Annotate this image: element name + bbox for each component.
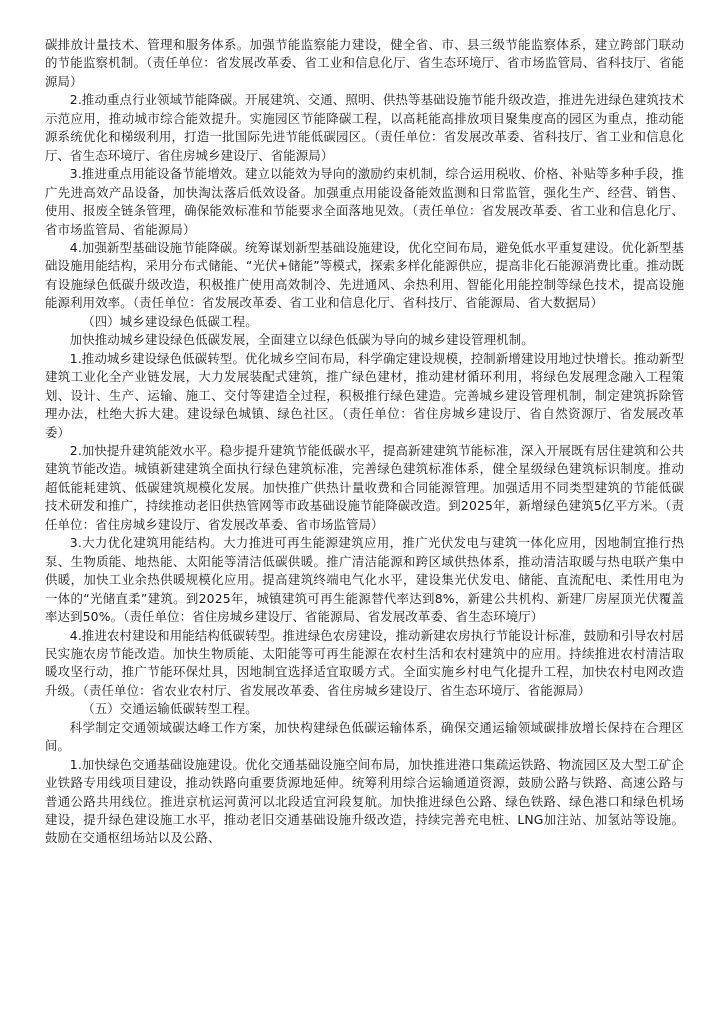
paragraph-building-energy-structure: 3.大力优化建筑用能结构。大力推进可再生能源建筑应用，推广光伏发电与建筑一体化应用，因地制宜推行热泵、生物质能、地热能、太阳能等清洁低碳供暖。推广清洁能源和跨区域供热体系，推动清洁取暖与热电联产集中供暖，加快工业余热供暖规模化应用。提高建筑终端电气化水平，建设集光伏发电、储能、直流配电、柔性用电为一体的“光储直柔”建筑。到2025年，城镇建筑可再生能源替代率达到8%，新建公共机构、新建厂房屋顶光伏覆盖率达到50%。（责任单位：省住房城乡建设厅、省能源局、省发展改革委、省生态环境厅） [45, 535, 684, 625]
paragraph-urban-rural-intro: 加快推动城乡建设绿色低碳发展，全面建立以绿色低碳为导向的城乡建设管理机制。 [69, 332, 534, 348]
section-heading-urban-rural: （四）城乡建设绿色低碳工程。 [82, 313, 258, 329]
paragraph-key-sectors: 2.推动重点行业领域节能降碳。开展建筑、交通、照明、供热等基础设施节能升级改造，推进先进绿色建筑技术示范应用，推动城市综合能效提升。实施园区节能降碳工程，以高耗能高排放项目聚集度高的园区为重点，推动能源系统优化和梯级利用，打造一批国际先进节能低碳园区。（责任单位：省发展改革委、省科技厅、省工业和信息化厅、省生态环境厅、省住房城乡建设厅、省能源局） [45, 92, 684, 163]
paragraph-energy-monitoring: 碳排放计量技术、管理和服务体系。加强节能监察能力建设，健全省、市、县三级节能监察体系，建立跨部门联动的节能监察机制。（责任单位：省发展改革委、省工业和信息化厅、省生态环境厅、省市场监管局、省科技厅、省能源局） [45, 37, 684, 89]
paragraph-key-equipment: 3.推进重点用能设备节能增效。建立以能效为导向的激励约束机制，综合运用税收、价格、补贴等多种手段，推广先进高效产品设备，加快淘汰落后低效设备。加强重点用能设备能效监测和日常监管，强化生产、经营、销售、使用、报废全链条管理，确保能效标准和节能要求全面落地见效。（责任单位：省发展改革委、省工业和信息化厅、省市场监管局、省能源局） [45, 166, 684, 237]
paragraph-green-transport-infrastructure: 1.加快绿色交通基础设施建设。优化交通基础设施空间布局，加快推进港口集疏运铁路、物流园区及大型工矿企业铁路专用线项目建设，推动铁路向重要货源地延伸。统筹利用综合运输通道资源，鼓励公路与铁路、高速公路与普通公路共用线位。推进京杭运河黄河以北段适宜河段复航。加快推进绿色公路、绿色铁路、绿色港口和绿色机场建设，提升绿色建设施工水平，推动老旧交通基础设施升级改造，持续完善充电桩、LNG加注站、加氢站等设施。鼓励在交通枢纽场站以及公路、 [45, 756, 684, 846]
paragraph-building-efficiency: 2.加快提升建筑能效水平。稳步提升建筑节能低碳水平，提高新建建筑节能标准，深入开展既有居住建筑和公共建筑节能改造。城镇新建建筑全面执行绿色建筑标准，完善绿色建筑标准体系，健全星级绿色建筑标识制度。推动超低能耗建筑、低碳建筑规模化发展。加快推广供热计量收费和合同能源管理。加强适用不同类型建筑的节能低碳技术研发和推广，持续推动老旧供热管网等市政基础设施节能降碳改造。到2025年，新增绿色建筑5亿平方米。（责任单位：省住房城乡建设厅、省发展改革委、省市场监管局） [45, 442, 684, 532]
paragraph-new-infrastructure: 4.加强新型基础设施节能降碳。统筹谋划新型基础设施建设，优化空间布局，避免低水平重复建设。优化新型基础设施用能结构，采用分布式储能、“光伏+储能”等模式，探索多样化能源供应，提高非化石能源消费比重。推动既有设施绿色低碳升级改造，积极推广使用高效制冷、先进通风、余热利用、智能化用能控制等绿色技术，提高设施能源利用效率。（责任单位：省发展改革委、省工业和信息化厅、省科技厅、省能源局、省大数据局） [45, 239, 684, 311]
paragraph-urban-rural-transition: 1.推动城乡建设绿色低碳转型。优化城乡空间布局，科学确定建设规模，控制新增建设用地过快增长。推动新型建筑工业化全产业链发展，大力发展装配式建筑，推广绿色建材，推动建材循环利用，将绿色发展理念融入工程策划、设计、生产、运输、施工、交付等建造全过程，积极推行绿色建造。完善城乡建设管理机制，制定建筑拆除管理办法，杜绝大拆大建。建设绿色城镇、绿色社区。（责任单位：省住房城乡建设厅、省自然资源厅、省发展改革委） [45, 350, 684, 440]
section-heading-transport: （五）交通运输低碳转型工程。 [82, 701, 258, 717]
paragraph-rural-low-carbon: 4.推进农村建设和用能结构低碳转型。推进绿色农房建设，推动新建农房执行节能设计标准，鼓励和引导农村居民实施农房节能改造。加快生物质能、太阳能等可再生能源在农村生活和农村建筑中的应用。持续推进农村清洁取暖攻坚行动，推广节能环保灶具，因地制宜选择适宜取暖方式。全面实施乡村电气化提升工程，加快农村电网改造升级。（责任单位：省农业农村厅、省发展改革委、省住房城乡建设厅、省生态环境厅、省能源局） [45, 627, 684, 698]
paragraph-transport-intro: 科学制定交通领域碳达峰工作方案，加快构建绿色低碳运输体系，确保交通运输领域碳排放增长保持在合理区间。 [45, 719, 684, 754]
